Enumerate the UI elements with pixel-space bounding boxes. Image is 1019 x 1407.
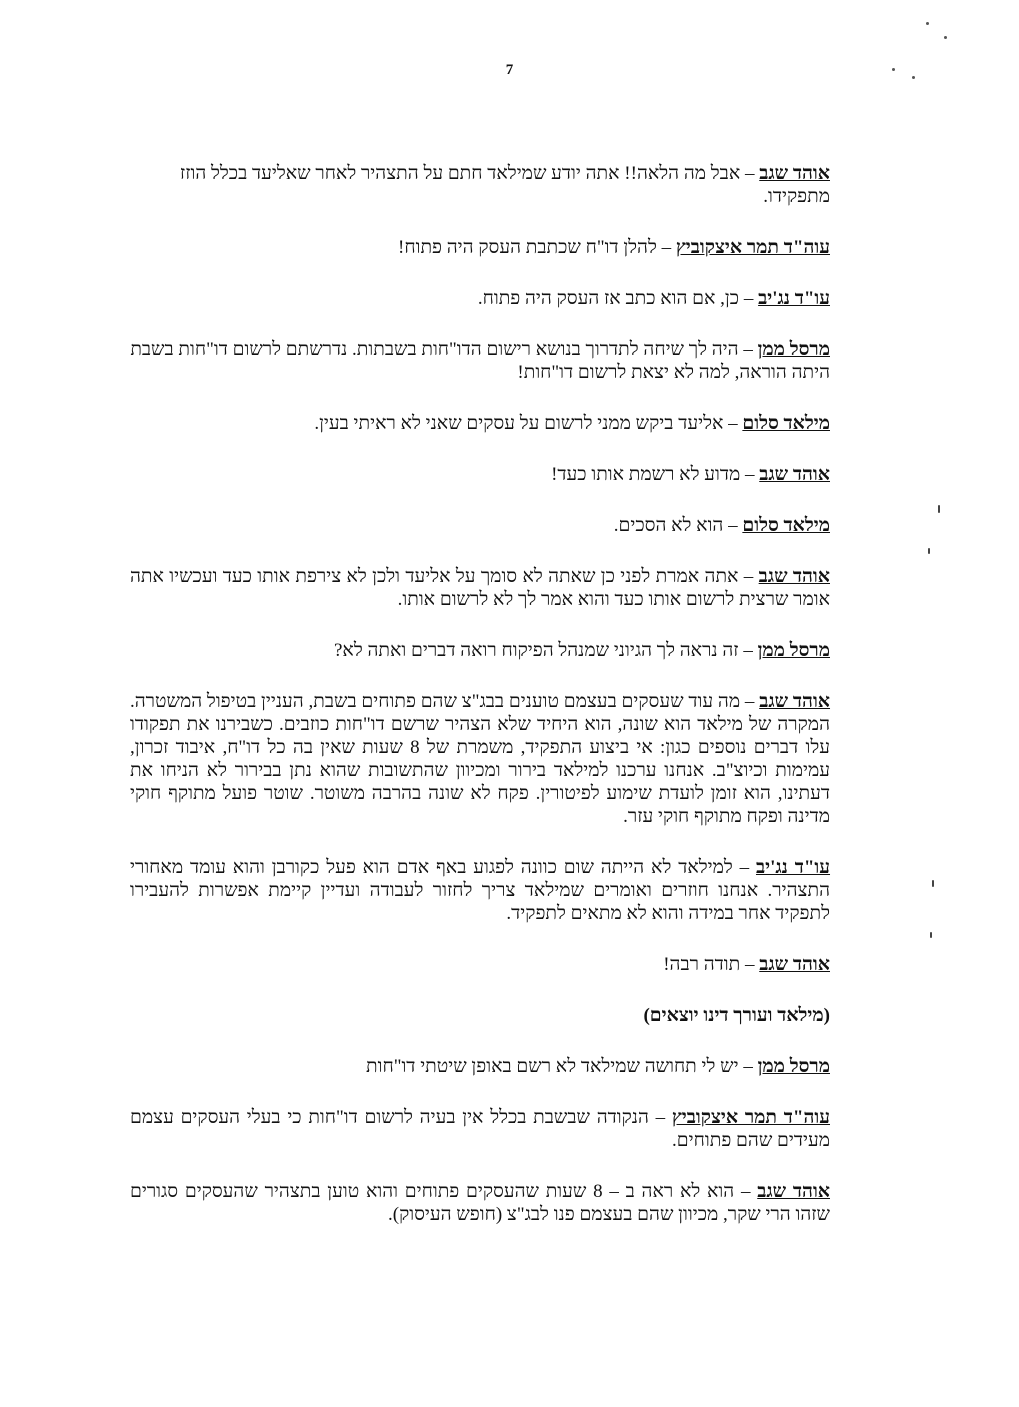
statement-text: הוא לא הסכים. <box>613 515 724 536</box>
statement-text: זה נראה לך הגיוני שמנהל הפיקוח רואה דברים ואתה לא? <box>333 640 739 661</box>
separator: – <box>734 1181 758 1202</box>
page-number: 7 <box>505 62 514 78</box>
separator: – <box>740 691 760 712</box>
speaker-name: מרסל ממן <box>757 339 830 360</box>
speaker-name: עו"ד נג'יב <box>758 288 830 309</box>
transcript <box>130 143 830 1254</box>
statement-text: יש לי תחושה שמילאד לא רשם באופן שיטתי דו"חות <box>366 1056 739 1077</box>
scan-mark <box>944 36 947 39</box>
speaker-name: מילאד סלום <box>742 515 830 536</box>
statement-text: מה עוד שעסקים בעצמם טוענים בבג"צ שהם פתוחים בשבת, העניין בטיפול המשטרה. המקרה של מילאד הוא שונה, הוא היחיד שלא הצהיר שרשם דו"חות כוזבים. כשבירנו את תפקודו עלו דברים נוספים כגון: אי ביצוע התפקיד, משמרת של 8 שעות שאין בה כל דו"ח, איבוד זכרון, עמימות וכיוצ"ב. אנחנו ערכנו למילאד בירור ומכיוון שהתשובות שהוא נתן בבירור לא הניחו את דעתינו, הוא זומן לועדת שימוע לפיטורין. פקח לא שונה בהרבה משוטר. שוטר פועל מתוקף חוקי מדינה ופקח מתוקף חוקי עזר. <box>130 691 830 827</box>
transcript-entry <box>130 1055 830 1078</box>
transcript-entry <box>130 1180 830 1226</box>
statement-text: אבל מה הלאה!! אתה יודע שמילאד חתם על התצהיר לאחר שאליעד בכלל הוזז מתפקידו. <box>179 163 830 207</box>
speaker-name: אוהד שגב <box>759 163 830 184</box>
speaker-name: עוה"ד תמר איצקוביץ <box>671 1107 830 1128</box>
statement-text: תודה רבה! <box>663 954 741 975</box>
statement-text: מדוע לא רשמת אותו כעד! <box>551 464 741 485</box>
separator: – <box>740 464 760 485</box>
transcript-entry <box>130 236 830 259</box>
separator: – <box>656 237 676 258</box>
transcript-entry <box>130 463 830 486</box>
transcript-entry <box>130 412 830 435</box>
speaker-name: עוה"ד תמר איצקוביץ <box>675 237 830 258</box>
separator: – <box>738 1056 758 1077</box>
scan-mark <box>932 880 934 887</box>
separator: – <box>738 640 758 661</box>
separator: – <box>648 1107 672 1128</box>
scan-mark <box>938 505 940 513</box>
transcript-entry <box>130 287 830 310</box>
speaker-name: מילאד סלום <box>742 413 830 434</box>
statement-text: כן, אם הוא כתב אז העסק היה פתוח. <box>477 288 740 309</box>
speaker-name: אוהד שגב <box>759 464 830 485</box>
scan-mark <box>912 76 915 79</box>
transcript-entry <box>130 856 830 925</box>
separator: – <box>723 413 743 434</box>
transcript-entry <box>130 338 830 384</box>
speaker-name: אוהד שגב <box>758 566 830 587</box>
separator: – <box>732 857 756 878</box>
separator: – <box>740 954 760 975</box>
statement-text: הנקודה שבשבת בכלל אין בעיה לרשום דו"חות כי בעלי העסקים עצמם מעידים שהם פתוחים. <box>130 1107 830 1151</box>
transcript-entry <box>130 514 830 537</box>
transcript-entry <box>130 565 830 611</box>
speaker-name: אוהד שגב <box>759 691 831 712</box>
scan-mark <box>928 548 930 554</box>
transcript-entry <box>130 953 830 976</box>
speaker-name: אוהד שגב <box>757 1181 830 1202</box>
transcript-entry <box>130 162 830 208</box>
separator: – <box>738 566 759 587</box>
speaker-name: אוהד שגב <box>759 954 830 975</box>
scan-mark <box>892 68 895 71</box>
statement-text: היה לך שיחה לתדרוך בנושא רישום הדו"חות בשבתות. נדרשתם לרשום דו"חות בשבת היתה הוראה, למה לא יצאת לרשום דו"חות! <box>130 339 830 383</box>
separator: – <box>740 163 760 184</box>
transcript-entry <box>130 639 830 662</box>
separator: – <box>738 339 758 360</box>
statement-text: למילאד לא הייתה שום כוונה לפגוע באף אדם הוא פעל כקורבן והוא עומד מאחורי התצהיר. אנחנו חוזרים ואומרים שמילאד צריך לחזור לעבודה ועדיין קיימת אפשרות להעבירו לתפקיד אחר במידה והוא לא מתאים לתפקיד. <box>130 857 830 924</box>
scan-mark <box>926 22 929 25</box>
statement-text: הוא לא ראה ב – 8 שעות שהעסקים פתוחים והוא טוען בתצהיר שהעסקים סגורים שזהו הרי שקר, מכיוון שהם בעצמם פנו לבג"צ (חופש העיסוק). <box>130 1181 830 1225</box>
speaker-name: עו"ד נג'יב <box>755 857 831 878</box>
stage-direction: (מילאד ועורך דינו יוצאים) <box>643 1005 830 1026</box>
speaker-name: מרסל ממן <box>757 1056 830 1077</box>
scan-mark <box>930 932 932 938</box>
transcript-entry <box>130 1106 830 1152</box>
separator: – <box>739 288 759 309</box>
separator: – <box>723 515 743 536</box>
statement-text: להלן דו"ח שכתבת העסק היה פתוח! <box>398 237 657 258</box>
speaker-name: מרסל ממן <box>757 640 830 661</box>
statement-text: אליעד ביקש ממני לרשום על עסקים שאני לא ראיתי בעין. <box>314 413 724 434</box>
transcript-entry <box>130 690 830 828</box>
statement-text: אתה אמרת לפני כן שאתה לא סומך על אליעד ולכן לא צירפת אותו כעד ועכשיו אתה אומר שרצית לרשום אותו כעד והוא אמר לך לא לרשום אותו. <box>130 566 830 610</box>
